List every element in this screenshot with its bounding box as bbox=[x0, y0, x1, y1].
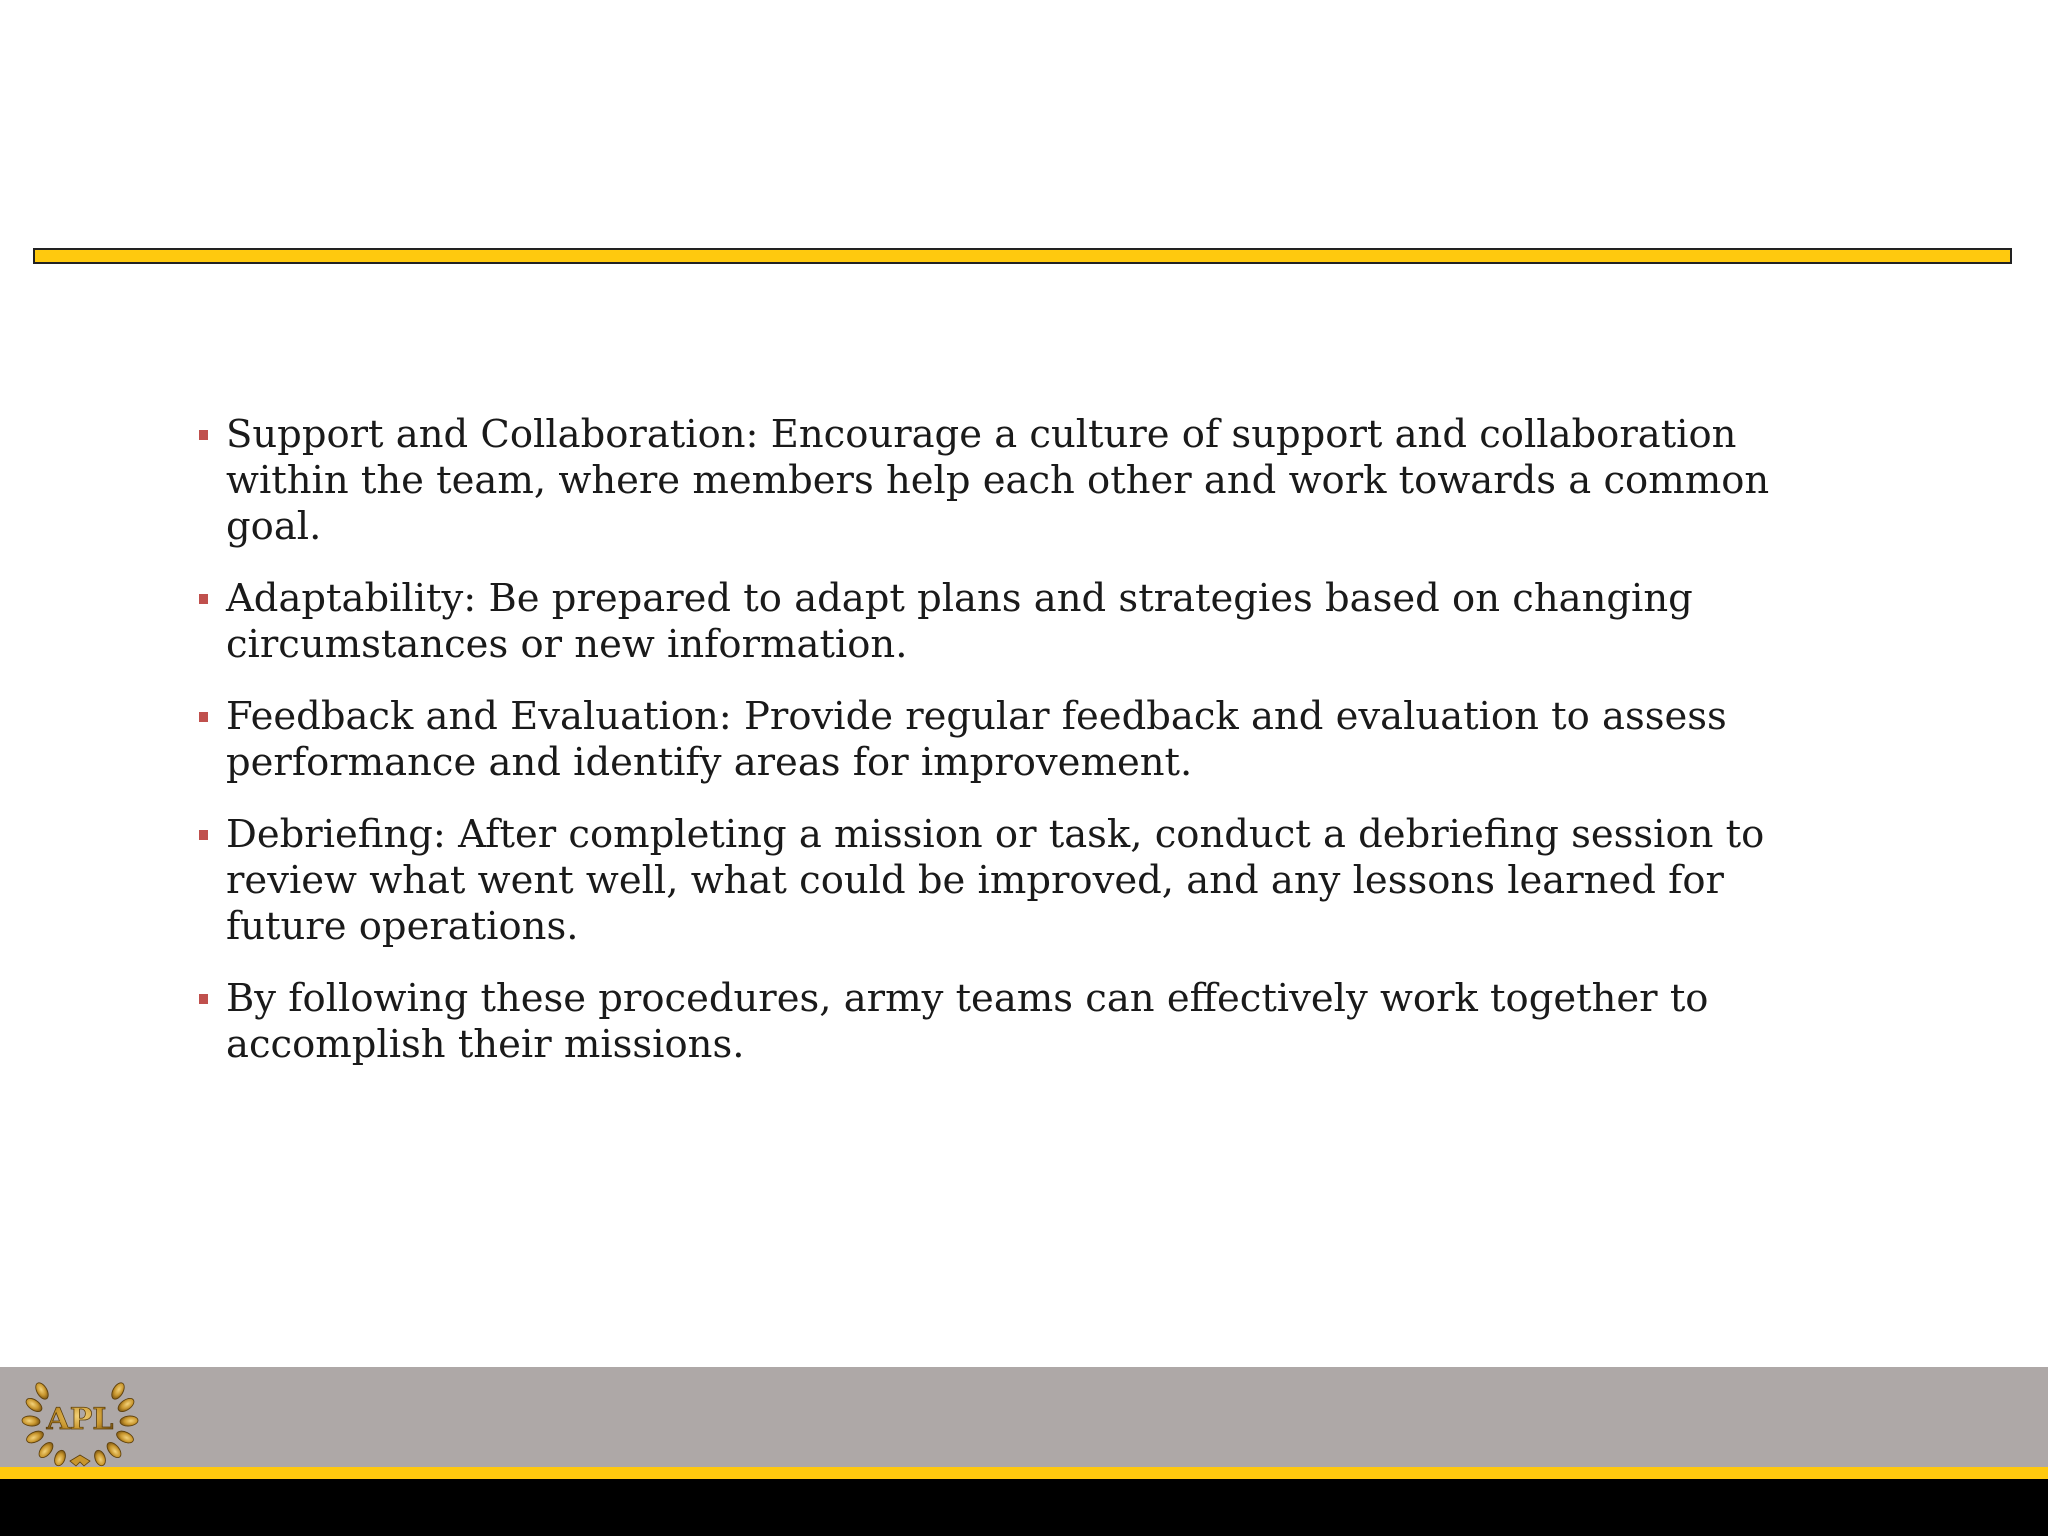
bullet-square-icon bbox=[199, 830, 208, 840]
bullet-text: Support and Collaboration: Encourage a culture of support and collaboration within the team, where members help each other and work towards a common goal. bbox=[226, 412, 1770, 549]
bullet-item-conclusion bbox=[196, 976, 1856, 1068]
slide-footer bbox=[0, 1367, 2048, 1536]
bullet-item-support bbox=[196, 412, 1856, 550]
bullet-text: Feedback and Evaluation: Provide regular feedback and evaluation to assess performance and identify areas for improvement. bbox=[226, 694, 1727, 785]
bullet-item-debriefing bbox=[196, 812, 1856, 950]
bullet-square-icon bbox=[199, 994, 208, 1004]
bullet-square-icon bbox=[199, 712, 208, 722]
bullet-text: Debriefing: After completing a mission or task, conduct a debriefing session to review what went well, what could be improved, and any lessons learned for future operations. bbox=[226, 812, 1765, 949]
apl-laurel-logo-icon bbox=[20, 1369, 140, 1469]
footer-black-band bbox=[0, 1479, 2048, 1536]
bullet-square-icon bbox=[199, 430, 208, 440]
footer-gold-stripe bbox=[0, 1467, 2048, 1479]
bullet-text: Adaptability: Be prepared to adapt plans and strategies based on changing circumstances or new information. bbox=[226, 576, 1693, 667]
slide-content bbox=[196, 412, 1856, 1094]
bullet-item-feedback bbox=[196, 694, 1856, 786]
title-divider-bar bbox=[33, 248, 2012, 264]
bullet-square-icon bbox=[199, 594, 208, 604]
footer-gray-band bbox=[0, 1367, 2048, 1467]
bullet-list bbox=[196, 412, 1856, 1068]
logo-text: APL bbox=[46, 1402, 114, 1437]
bullet-text: By following these procedures, army teams can effectively work together to accomplish their missions. bbox=[226, 976, 1709, 1067]
bullet-item-adaptability bbox=[196, 576, 1856, 668]
